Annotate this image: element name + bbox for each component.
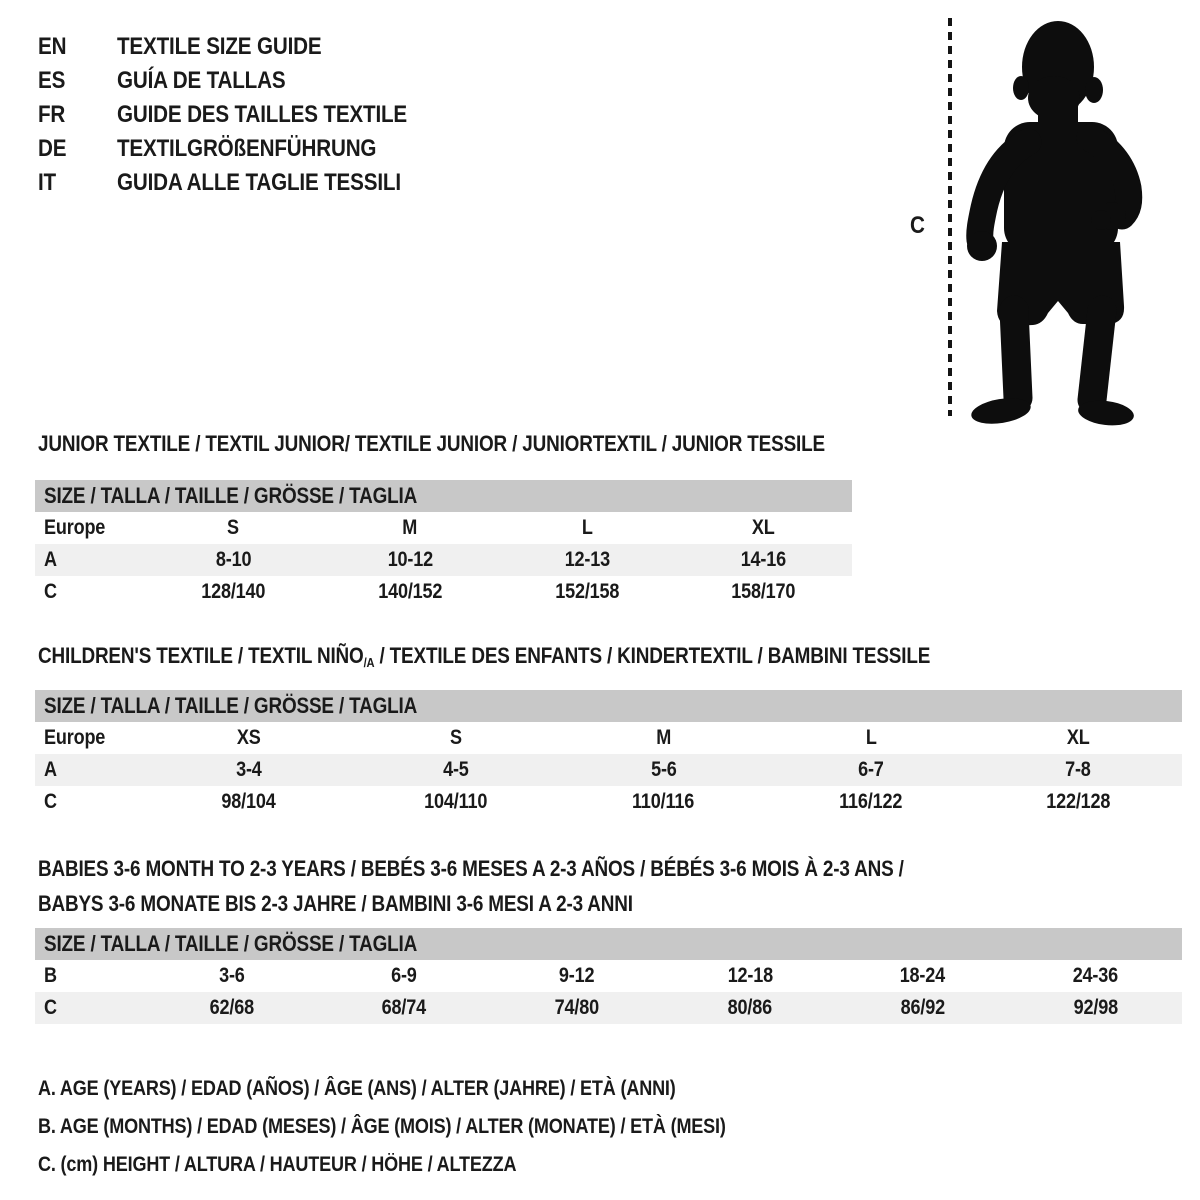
table-cell: 86/92 [900, 996, 945, 1019]
legend-line-c: C. (cm) HEIGHT / ALTURA / HAUTEUR / HÖHE / ALTEZZA [38, 1153, 517, 1176]
table-cell: M [402, 516, 418, 539]
size-header-band [35, 928, 1182, 960]
row-label: C [44, 580, 57, 603]
lang-code [38, 166, 117, 200]
table-cell: 104/110 [424, 790, 488, 813]
table-cell: 80/86 [727, 996, 773, 1019]
table-cell: 3-6 [218, 964, 245, 987]
table-cell: 12-13 [564, 548, 610, 571]
section-title-junior [38, 432, 953, 456]
title-subscript: /A [363, 655, 375, 670]
table-cell: M [656, 726, 671, 749]
table-cell: 6-7 [858, 758, 884, 781]
size-header-band [35, 690, 1182, 722]
lang-code-text: IT [38, 169, 57, 196]
table-cell: 24-36 [1072, 964, 1119, 987]
row-label: C [44, 790, 57, 813]
row-label: A [44, 548, 57, 571]
lang-row-en [38, 30, 454, 64]
table-row-age [35, 544, 852, 576]
table-cell: 110/116 [632, 790, 695, 813]
table-cell: 92/98 [1073, 996, 1118, 1019]
table-cell: 74/80 [554, 996, 600, 1019]
table-cell: 158/170 [731, 580, 796, 603]
section-title-text: JUNIOR TEXTILE / TEXTIL JUNIOR/ TEXTILE JUNIOR / JUNIORTEXTIL / JUNIOR TESSILE [38, 431, 825, 456]
babies-title-line2: BABYS 3-6 MONATE BIS 2-3 JAHRE / BAMBINI 3-6 MESI A 2-3 ANNI [38, 891, 633, 916]
table-cell: XS [236, 726, 261, 749]
table-cell: S [450, 726, 463, 749]
lang-code-text: FR [38, 101, 66, 128]
row-label: B [44, 964, 57, 987]
table-cell: 18-24 [900, 964, 946, 987]
table-cell: 5-6 [650, 758, 677, 781]
table-cell: 12-18 [727, 964, 773, 987]
table-cell: 68/74 [382, 996, 427, 1019]
lang-code-text: EN [38, 33, 67, 60]
table-row-height [35, 786, 1182, 818]
babies-title-line1: BABIES 3-6 MONTH TO 2-3 YEARS / BEBÉS 3-6 MESES A 2-3 AÑOS / BÉBÉS 3-6 MOIS À 2-3 ANS / [38, 856, 904, 881]
row-label: C [44, 996, 57, 1019]
row-label: A [44, 758, 57, 781]
lang-code-text: DE [38, 135, 67, 162]
table-row-europe [35, 722, 1182, 754]
lang-row-fr [38, 98, 454, 132]
table-row-height [35, 992, 1182, 1024]
lang-code [38, 132, 117, 166]
lang-code [38, 98, 117, 132]
measure-label-text: C [910, 212, 925, 239]
table-cell: 9-12 [559, 964, 595, 987]
table-cell: 4-5 [443, 758, 469, 781]
babies-size-table [35, 928, 1182, 1024]
table-row-age [35, 754, 1182, 786]
table-cell: 10-12 [387, 548, 433, 571]
lang-label: TEXTILE SIZE GUIDE [117, 33, 322, 60]
lang-code [38, 64, 117, 98]
height-measure-label [910, 212, 927, 240]
children-size-table [35, 690, 1182, 818]
legend-line-b: B. AGE (MONTHS) / EDAD (MESES) / ÂGE (MOIS) / ALTER (MONATE) / ETÀ (MESI) [38, 1115, 726, 1138]
table-cell: XL [752, 516, 775, 539]
junior-size-table [35, 480, 852, 608]
size-header-text: SIZE / TALLA / TAILLE / GRÖSSE / TAGLIA [44, 483, 418, 508]
lang-label: GUIDA ALLE TAGLIE TESSILI [117, 169, 401, 196]
lang-row-es [38, 64, 454, 98]
table-cell: L [581, 516, 593, 539]
table-cell: 122/128 [1046, 790, 1111, 813]
table-cell: 8-10 [215, 548, 252, 571]
lang-code-text: ES [38, 67, 66, 94]
table-cell: 98/104 [221, 790, 276, 813]
size-header-band [35, 480, 852, 512]
table-cell: 14-16 [740, 548, 787, 571]
table-cell: 116/122 [839, 790, 903, 813]
table-cell: 6-9 [391, 964, 418, 987]
language-title-block [38, 30, 454, 200]
legend-block [38, 1070, 838, 1184]
lang-label: GUIDE DES TAILLES TEXTILE [117, 101, 408, 128]
table-cell: 7-8 [1065, 758, 1092, 781]
row-label: Europe [44, 516, 106, 539]
table-cell: 140/152 [378, 580, 443, 603]
table-cell: L [865, 726, 877, 749]
table-row-months [35, 960, 1182, 992]
section-title-text: CHILDREN'S TEXTILE / TEXTIL NIÑO/A / TEXTILE DES ENFANTS / KINDERTEXTIL / BAMBINI TESSILE [38, 643, 931, 670]
toddler-silhouette-icon [940, 10, 1160, 430]
row-label: Europe [44, 726, 106, 749]
size-header-text: SIZE / TALLA / TAILLE / GRÖSSE / TAGLIA [44, 693, 418, 718]
lang-code [38, 30, 117, 64]
section-title-children [38, 644, 1075, 675]
table-cell: 62/68 [209, 996, 254, 1019]
section-title-babies [38, 851, 1045, 921]
table-row-europe [35, 512, 852, 544]
table-row-height [35, 576, 852, 608]
table-cell: 128/140 [201, 580, 266, 603]
lang-row-it [38, 166, 454, 200]
table-cell: XL [1066, 726, 1090, 749]
legend-line-a: A. AGE (YEARS) / EDAD (AÑOS) / ÂGE (ANS) / ALTER (JAHRE) / ETÀ (ANNI) [38, 1077, 676, 1100]
lang-label: GUÍA DE TALLAS [117, 67, 286, 94]
table-cell: 3-4 [235, 758, 262, 781]
size-header-text: SIZE / TALLA / TAILLE / GRÖSSE / TAGLIA [44, 931, 418, 956]
table-cell: 152/158 [554, 580, 619, 603]
lang-label: TEXTILGRÖßENFÜHRUNG [117, 135, 377, 162]
table-cell: S [227, 516, 240, 539]
lang-row-de [38, 132, 454, 166]
